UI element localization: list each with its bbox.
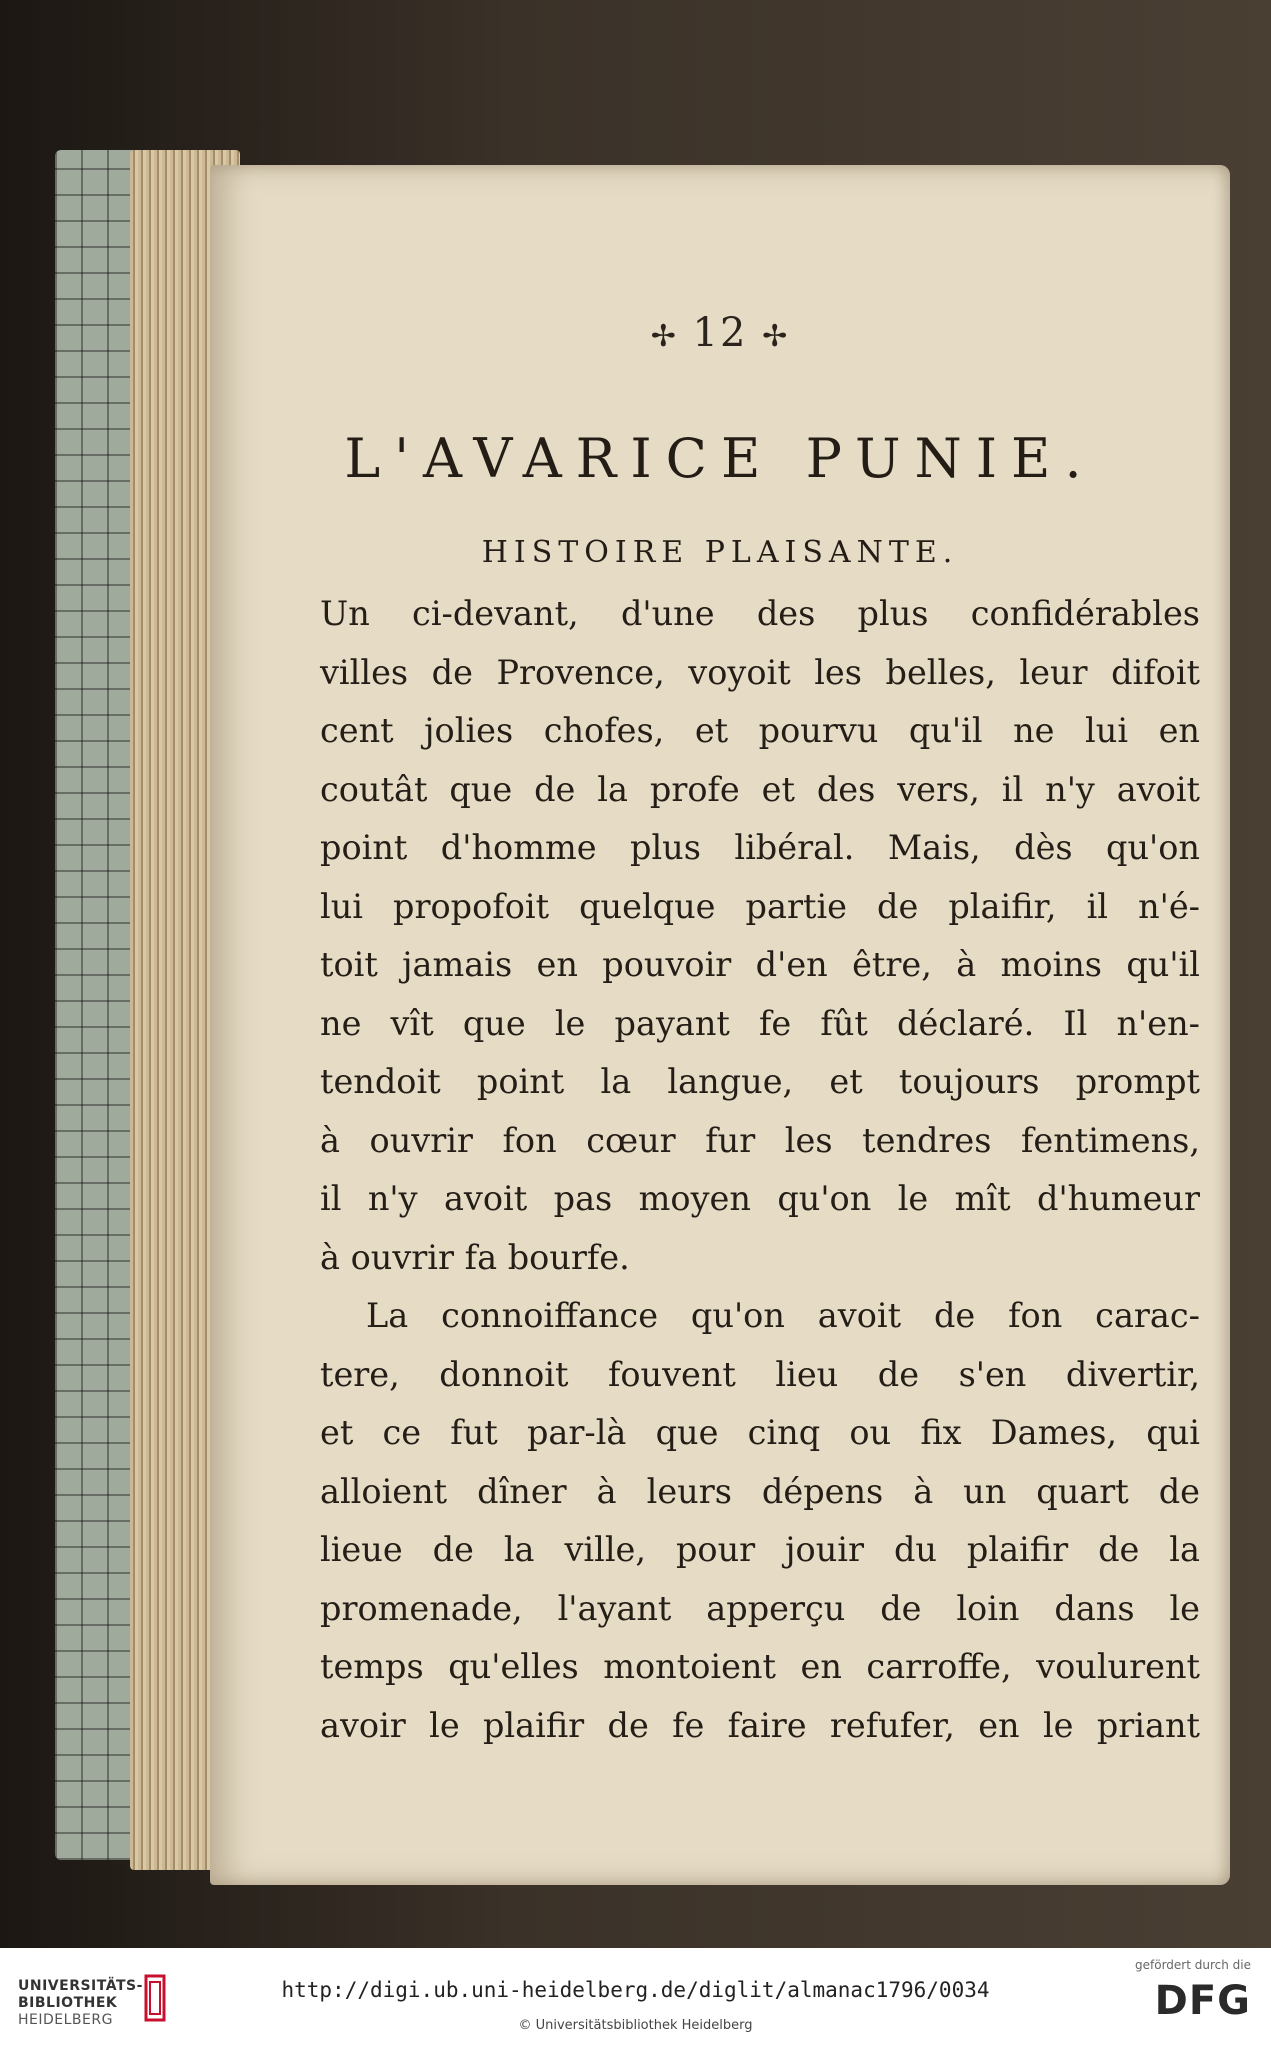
story-subtitle: HISTOIRE PLAISANTE. <box>481 535 959 570</box>
story-title: L'AVARICE PUNIE. <box>344 427 1096 490</box>
text-line: avoir le plaifir de fe faire refufer, en le priant <box>320 1705 1200 1745</box>
text-line: alloient dîner à leurs dépens à un quart de <box>320 1471 1200 1511</box>
text-line: à ouvrir fon cœur fur les tendres fentimens, <box>320 1120 1200 1160</box>
text-line: Un ci-devant, d'une des plus confidérables <box>320 594 1200 633</box>
page-number <box>210 310 1230 356</box>
text-line: temps qu'elles montoient en carroffe, voulurent <box>320 1647 1200 1686</box>
library-name-line: BIBLIOTHEK <box>18 1995 118 2011</box>
viewer-footer <box>0 1948 1271 2048</box>
text-line: il n'y avoit pas moyen qu'on le mît d'humeur <box>320 1179 1200 1218</box>
paragraph-1 <box>320 585 1200 1287</box>
right-ornament-icon: ✢ <box>762 319 790 354</box>
page-number-text: 12 <box>692 310 748 356</box>
text-line: ne vît que le payant fe fût déclaré. Il n'en- <box>320 1003 1200 1043</box>
book-page <box>210 165 1230 1885</box>
text-line: à ouvrir fa bourfe. <box>320 1237 630 1277</box>
copyright-notice: © Universitätsbibliothek Heidelberg <box>518 2018 753 2033</box>
text-line: cent jolies chofes, et pourvu qu'il ne lui en <box>320 711 1200 750</box>
text-line: lieue de la ville, pour jouir du plaifir de la <box>320 1530 1200 1569</box>
text-line: lui propofoit quelque partie de plaifir, il n'é- <box>320 886 1200 926</box>
text-line: toit jamais en pouvoir d'en être, à moins qu'il <box>320 945 1200 984</box>
text-line: La connoiffance qu'on avoit de fon carac- <box>366 1296 1200 1335</box>
text-line: coutât que de la profe et des vers, il n'y avoit <box>320 769 1200 809</box>
text-line: et ce fut par-là que cinq ou fix Dames, qui <box>320 1413 1200 1452</box>
text-line: villes de Provence, voyoit les belles, leur difoit <box>320 652 1200 692</box>
story-body <box>320 585 1200 1755</box>
text-line: tere, donnoit fouvent lieu de s'en divertir, <box>320 1354 1200 1394</box>
left-ornament-icon: ✢ <box>650 319 678 354</box>
library-name-line: UNIVERSITÄTS- <box>18 1978 143 1994</box>
text-line: promenade, l'ayant apperçu de loin dans le <box>320 1588 1200 1628</box>
funder-label: gefördert durch die <box>1135 1958 1251 1972</box>
library-name-line: HEIDELBERG <box>18 2012 113 2028</box>
text-line: point d'homme plus libéral. Mais, dès qu'on <box>320 828 1200 867</box>
text-line: tendoit point la langue, et toujours prompt <box>320 1062 1200 1101</box>
document-url[interactable]: http://digi.ub.uni-heidelberg.de/diglit/almanac1796/0034 <box>281 1978 990 2002</box>
dfg-logo[interactable]: DFG <box>1154 1978 1251 2024</box>
paragraph-2 <box>320 1287 1200 1755</box>
